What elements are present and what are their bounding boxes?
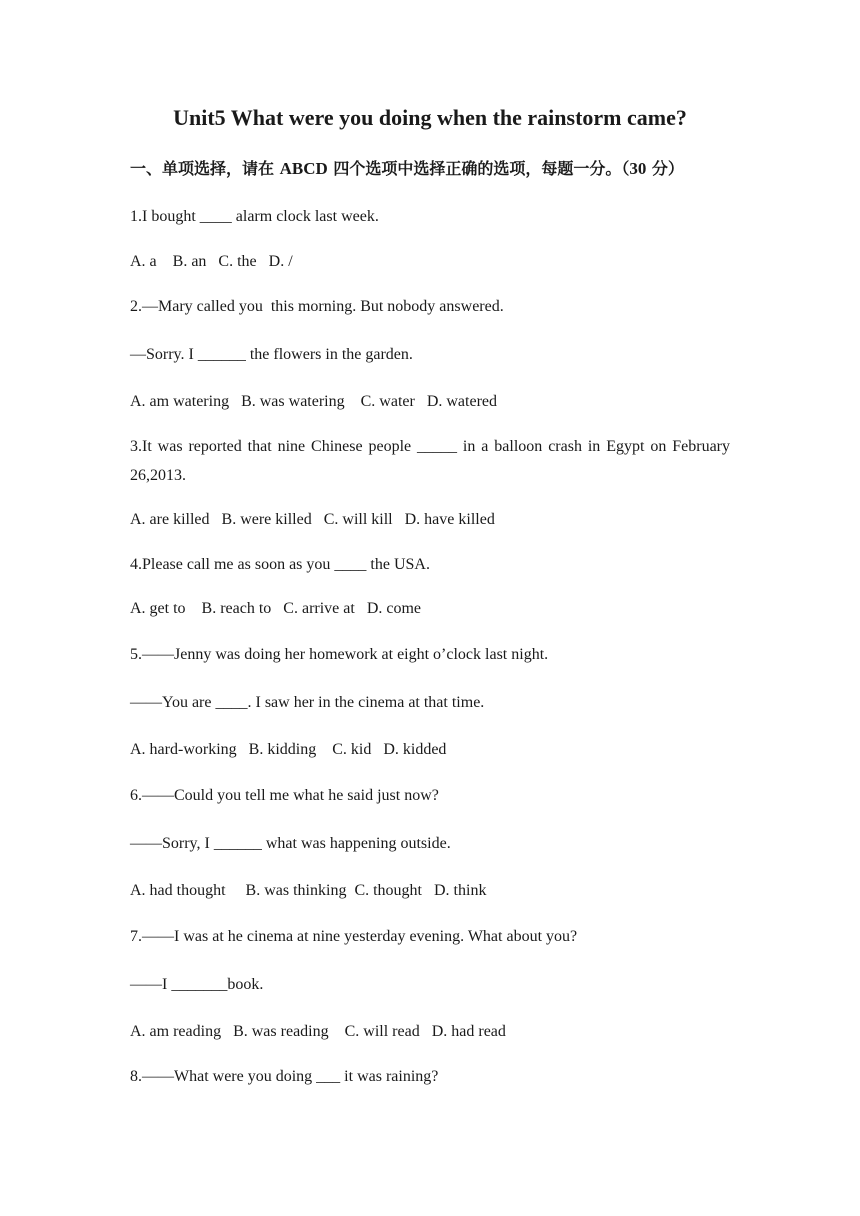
question-1: 1.I bought ____ alarm clock last week. xyxy=(130,208,379,225)
section-heading-prefix: 一、单项选择，请在 xyxy=(130,159,280,178)
question-7-options: A. am reading B. was reading C. will read D. had read xyxy=(130,1023,506,1040)
section-heading xyxy=(130,156,684,182)
question-2-options: A. am watering B. was watering C. water D. watered xyxy=(130,393,497,410)
section-heading-score: 30 xyxy=(629,159,647,178)
question-2: 2.—Mary called you this morning. But nobody answered. xyxy=(130,298,504,315)
section-heading-abcd: ABCD xyxy=(279,159,328,178)
question-7: 7.——I was at he cinema at nine yesterday evening. What about you? xyxy=(130,928,578,945)
question-8: 8.——What were you doing ___ it was raining? xyxy=(130,1068,439,1085)
question-6-options: A. had thought B. was thinking C. thought D. think xyxy=(130,882,487,899)
question-5: 5.——Jenny was doing her homework at eight o’clock last night. xyxy=(130,646,549,663)
question-1-options: A. a B. an C. the D. / xyxy=(130,253,293,270)
question-4: 4.Please call me as soon as you ____ the USA. xyxy=(130,556,430,573)
section-heading-suffix: 分） xyxy=(646,159,684,178)
question-3: 3.It was reported that nine Chinese people _____ in a balloon crash in Egypt on February 26,2013. xyxy=(130,438,730,484)
question-6-response: ——Sorry, I ______ what was happening outside. xyxy=(130,835,451,852)
section-heading-middle: 四个选项中选择正确的选项，每题一分。（ xyxy=(327,159,630,178)
question-2-response: —Sorry. I ______ the flowers in the garden. xyxy=(130,346,413,363)
question-3-options: A. are killed B. were killed C. will kill D. have killed xyxy=(130,511,495,528)
question-6: 6.——Could you tell me what he said just now? xyxy=(130,787,439,804)
question-4-options: A. get to B. reach to C. arrive at D. come xyxy=(130,600,422,617)
question-5-options: A. hard-working B. kidding C. kid D. kidded xyxy=(130,741,447,758)
question-5-response: ——You are ____. I saw her in the cinema at that time. xyxy=(130,694,485,711)
document-title: Unit5 What were you doing when the rainstorm came? xyxy=(173,105,687,130)
question-7-response: ——I _______book. xyxy=(130,976,264,993)
